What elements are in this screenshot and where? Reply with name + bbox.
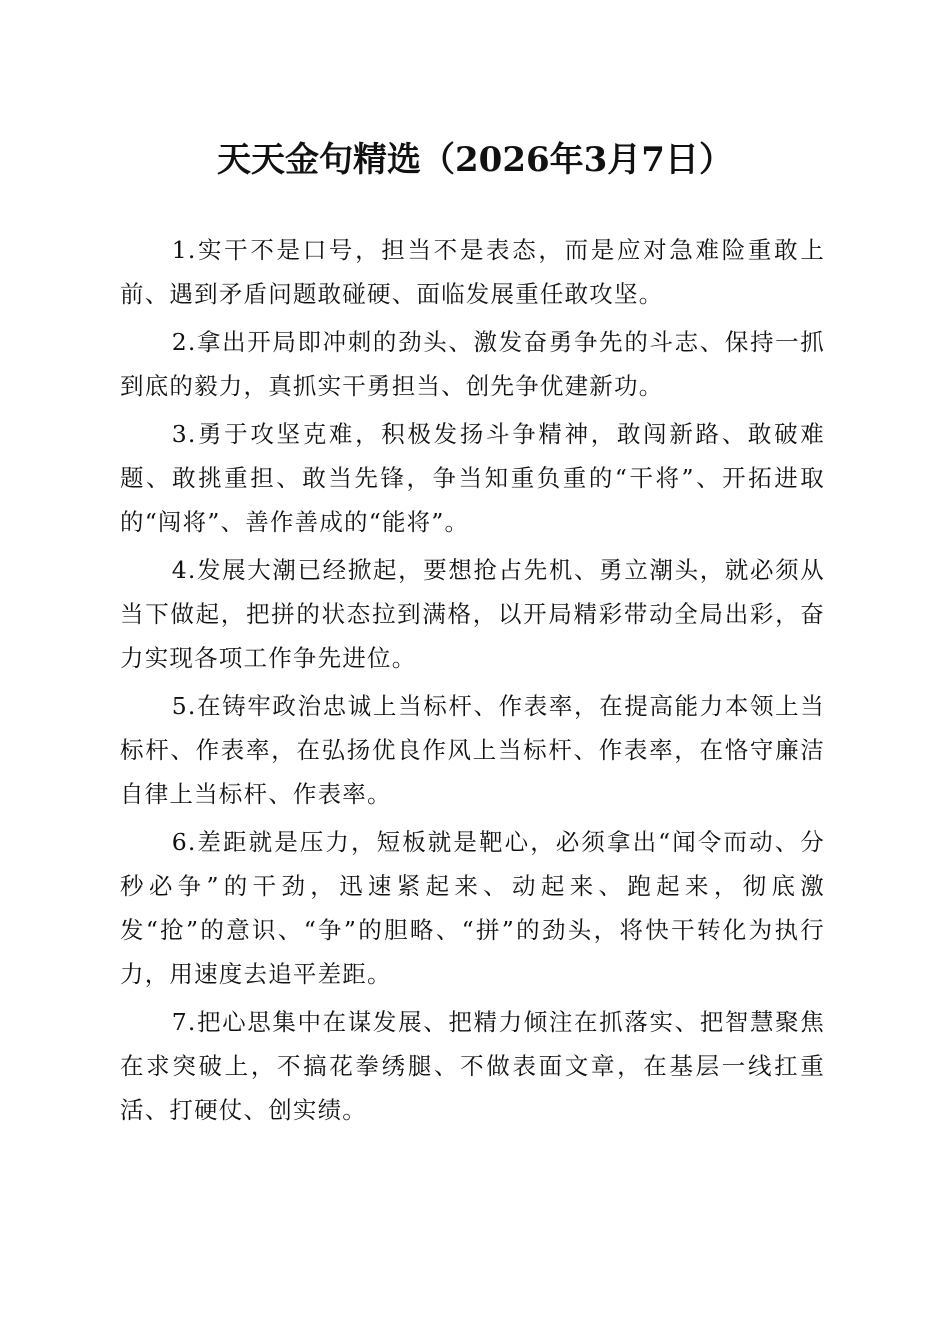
paragraph-6: 6.差距就是压力，短板就是靶心，必须拿出“闻令而动、分秒必争”的干劲，迅速紧起来、动起来、跑起来，彻底激发“抢”的意识、“争”的胆略、“拼”的劲头，将快干转化为执行力，用速度去追平差距。 [120,828,825,988]
document-title: 天天金句精选（2026年3月7日） [217,140,733,180]
paragraph-5: 5.在铸牢政治忠诚上当标杆、作表率，在提高能力本领上当标杆、作表率，在弘扬优良作风上当标杆、作表率，在恪守廉洁自律上当标杆、作表率。 [120,692,825,808]
paragraph-7: 7.把心思集中在谋发展、把精力倾注在抓落实、把智慧聚焦在求突破上，不搞花拳绣腿、不做表面文章，在基层一线扛重活、打硬仗、创实绩。 [120,1008,825,1124]
document-body [120,228,825,1136]
paragraph-1: 1.实干不是口号，担当不是表态，而是应对急难险重敢上前、遇到矛盾问题敢碰硬、面临发展重任敢攻坚。 [120,236,825,308]
paragraph-4: 4.发展大潮已经掀起，要想抢占先机、勇立潮头，就必须从当下做起，把拼的状态拉到满格，以开局精彩带动全局出彩，奋力实现各项工作争先进位。 [120,556,825,672]
paragraph-2: 2.拿出开局即冲刺的劲头、激发奋勇争先的斗志、保持一抓到底的毅力，真抓实干勇担当、创先争优建新功。 [120,328,825,400]
paragraph-3: 3.勇于攻坚克难，积极发扬斗争精神，敢闯新路、敢破难题、敢挑重担、敢当先锋，争当知重负重的“干将”、开拓进取的“闯将”、善作善成的“能将”。 [120,420,825,536]
